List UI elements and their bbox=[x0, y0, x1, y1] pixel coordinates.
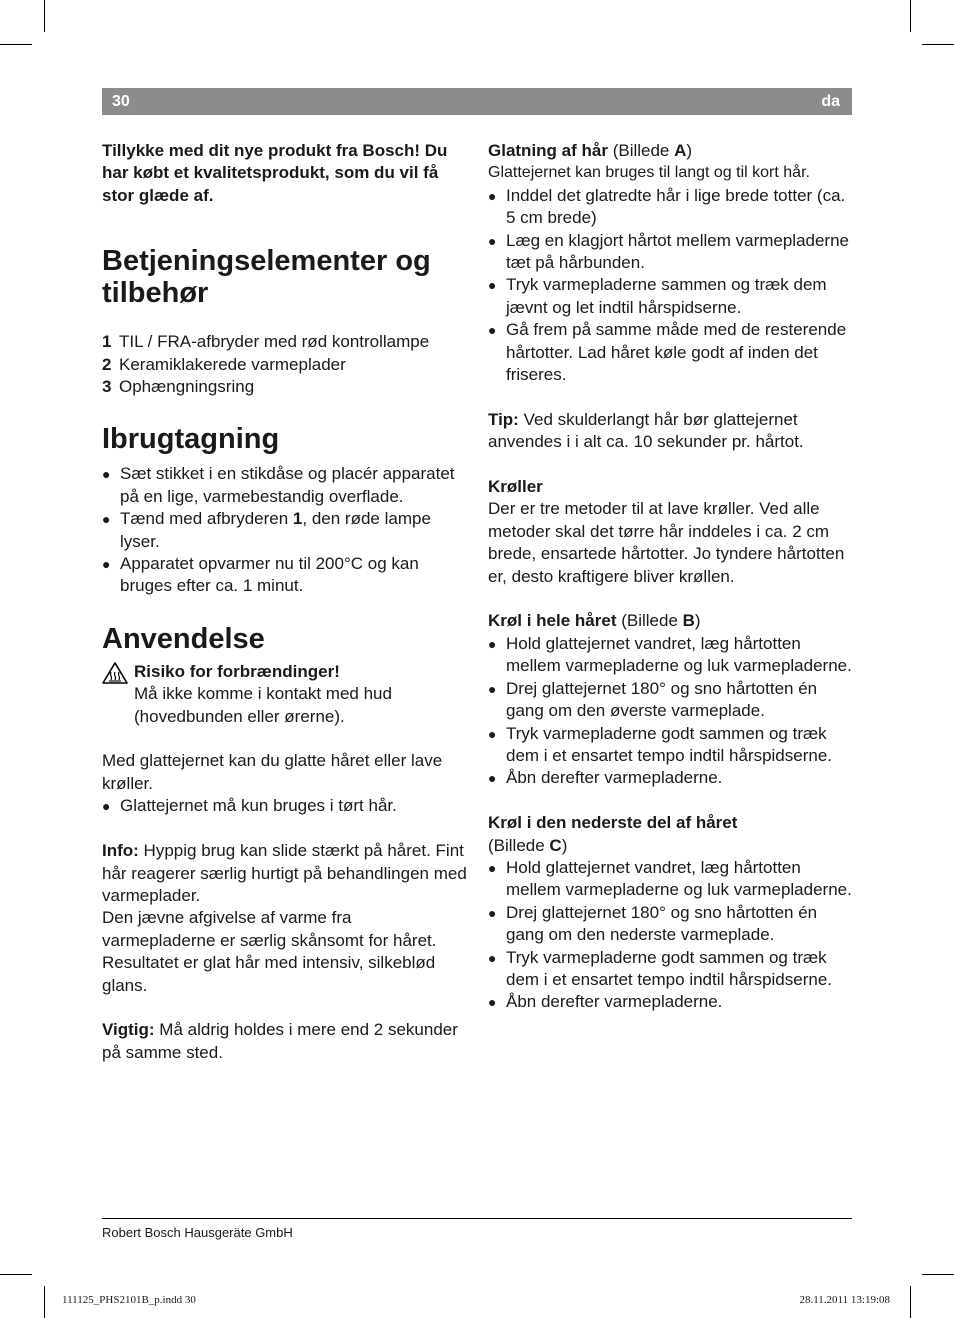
usage-bullets bbox=[102, 795, 467, 817]
right-column bbox=[488, 140, 854, 1014]
curl-all-heading: Krøl i hele håret (Billede B) bbox=[488, 611, 701, 631]
crop-mark bbox=[922, 44, 954, 45]
curls-heading: Krøller bbox=[488, 477, 543, 497]
list-item: ● Sæt stikket i en stikdåse og placér apparatet på en lige, varmebestandig overflade. bbox=[102, 463, 467, 508]
important-paragraph: Vigtig: Må aldrig holdes i mere end 2 sekunder på samme sted. bbox=[102, 1020, 458, 1062]
list-item: 3 Ophængningsring bbox=[102, 377, 255, 397]
page-header-bar bbox=[102, 88, 852, 115]
list-item: ● Gå frem på samme måde med de resterende hårtotter. Lad håret køle godt af inden det friseres. bbox=[488, 319, 854, 386]
list-item: ● Glattejernet må kun bruges i tørt hår. bbox=[102, 795, 467, 817]
info-paragraph-2: Den jævne afgivelse af varme fra varmepladerne er særlig skånsomt for håret. bbox=[102, 908, 437, 950]
left-column bbox=[102, 140, 467, 1064]
print-slug-file: 111125_PHS2101B_p.indd 30 bbox=[62, 1294, 196, 1306]
list-item: ● Inddel det glatredte hår i lige brede totter (ca. 5 cm brede) bbox=[488, 185, 854, 230]
list-item: ● Åbn derefter varmepladerne. bbox=[488, 991, 854, 1013]
list-item: ● Hold glattejernet vandret, læg hårtotten mellem varmepladerne og luk varmepladerne. bbox=[488, 633, 854, 678]
info-paragraph: Info: Hyppig brug kan slide stærkt på håret. Fint hår reagerer særlig hurtigt på behandlingen med varmeplader. bbox=[102, 841, 467, 905]
crop-mark bbox=[0, 1274, 32, 1275]
curl-all-steps bbox=[488, 633, 854, 790]
crop-mark bbox=[44, 0, 45, 32]
print-slug-date: 28.11.2011 13:19:08 bbox=[799, 1294, 890, 1306]
straightening-heading: Glatning af hår (Billede A) bbox=[488, 141, 693, 160]
page-number: 30 bbox=[112, 93, 130, 110]
tip-paragraph: Tip: Ved skulderlangt hår bør glattejernet anvendes i i alt ca. 10 sekunder pr. hårtot. bbox=[488, 409, 804, 452]
list-item: ● Drej glattejernet 180° og sno hårtotten én gang om den nederste varmeplade. bbox=[488, 902, 854, 947]
list-item: ● Åbn derefter varmepladerne. bbox=[488, 767, 854, 789]
warning-hot-surface-icon bbox=[102, 662, 128, 684]
crop-mark bbox=[922, 1274, 954, 1275]
footer-divider bbox=[102, 1218, 852, 1219]
section-title-controls: Betjeningselementer og tilbehør bbox=[102, 245, 431, 310]
section-title-usage: Anvendelse bbox=[102, 622, 265, 655]
straightening-steps bbox=[488, 185, 854, 387]
list-item: ● Apparatet opvarmer nu til 200°C og kan bruges efter ca. 1 minut. bbox=[102, 553, 467, 598]
intro-text: Tillykke med dit nye produkt fra Bosch! Du har købt et kvalitetsprodukt, som du vil få stor glæde af. bbox=[102, 141, 448, 205]
crop-mark bbox=[910, 1286, 911, 1318]
usage-paragraph: Med glattejernet kan du glatte håret eller lave krøller. bbox=[102, 751, 443, 793]
crop-mark bbox=[0, 44, 32, 45]
list-item: ● Tænd med afbryderen 1, den røde lampe lyser. bbox=[102, 508, 467, 553]
setup-steps bbox=[102, 463, 467, 597]
curl-bottom-heading: Krøl i den nederste del af håret bbox=[488, 813, 738, 833]
list-item: ● Tryk varmepladerne sammen og træk dem jævnt og let indtil hårspidserne. bbox=[488, 274, 854, 319]
footer-company: Robert Bosch Hausgeräte GmbH bbox=[102, 1225, 293, 1240]
warning-text: Må ikke komme i kontakt med hud (hovedbunden eller ørerne). bbox=[134, 684, 392, 726]
list-item: 2 Keramiklakerede varmeplader bbox=[102, 354, 346, 374]
list-item: ● Hold glattejernet vandret, læg hårtotten mellem varmepladerne og luk varmepladerne. bbox=[488, 857, 854, 902]
list-item: ● Drej glattejernet 180° og sno hårtotten én gang om den øverste varmeplade. bbox=[488, 678, 854, 723]
list-item: 1 TIL / FRA-afbryder med rød kontrollampe bbox=[102, 332, 430, 352]
curl-bottom-steps bbox=[488, 857, 854, 1014]
info-paragraph-3: Resultatet er glat hår med intensiv, silkeblød glans. bbox=[102, 953, 436, 995]
list-item: ● Tryk varmepladerne godt sammen og træk dem i et ensartet tempo indtil hårspidserne. bbox=[488, 723, 854, 768]
list-item: ● Tryk varmepladerne godt sammen og træk dem i et ensartet tempo indtil hårspidserne. bbox=[488, 947, 854, 992]
list-item: ● Læg en klagjort hårtot mellem varmepladerne tæt på hårbunden. bbox=[488, 230, 854, 275]
parts-list bbox=[102, 331, 467, 398]
language-code: da bbox=[821, 93, 840, 110]
crop-mark bbox=[910, 0, 911, 32]
straightening-subtitle: Glattejernet kan bruges til langt og til kort hår. bbox=[488, 164, 810, 182]
warning-block bbox=[102, 661, 467, 728]
section-title-setup: Ibrugtagning bbox=[102, 423, 280, 456]
curl-bottom-ref: (Billede C) bbox=[488, 835, 568, 855]
crop-mark bbox=[44, 1286, 45, 1318]
curls-paragraph: Der er tre metoder til at lave krøller. Ved alle metoder skal det tørre hår inddeles i ca. 2 cm brede, ensartede hårtotter. Jo tyndere hårtotten er, desto kraftigere bliver krøllen. bbox=[488, 499, 845, 586]
warning-title: Risiko for forbrændinger! bbox=[134, 661, 340, 681]
